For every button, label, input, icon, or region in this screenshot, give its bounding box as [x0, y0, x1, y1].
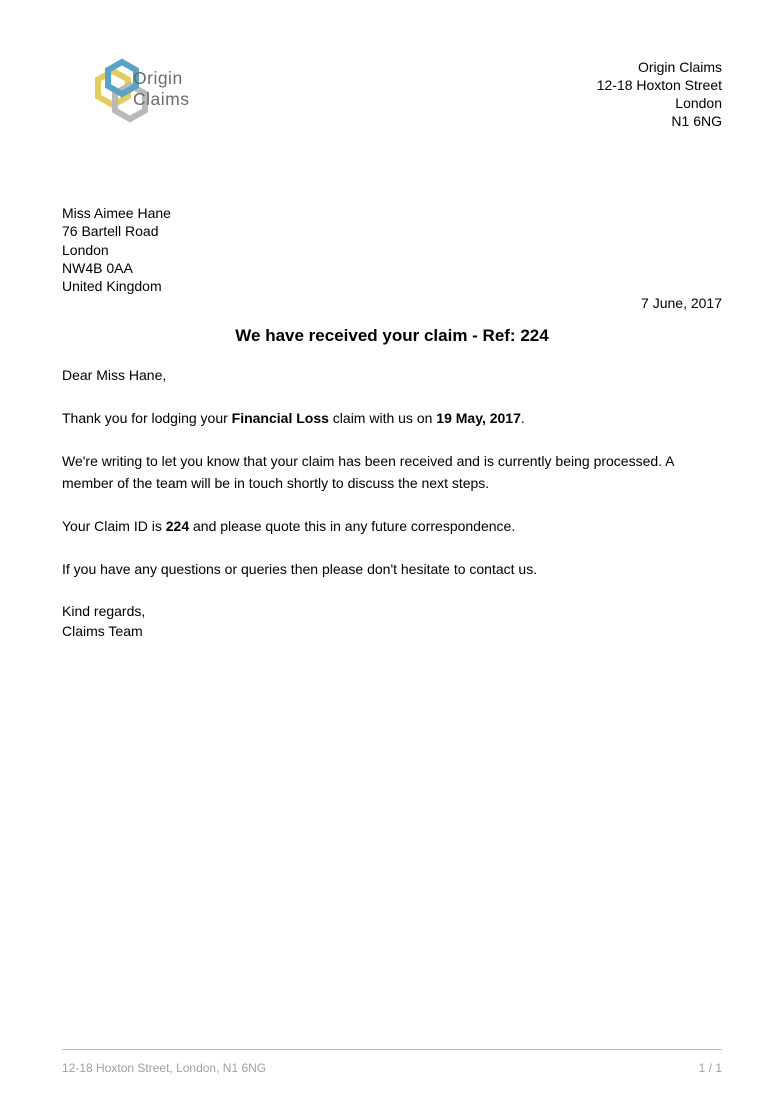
logo-line1: Origin	[133, 68, 183, 88]
recipient-name: Miss Aimee Hane	[62, 205, 171, 221]
claim-date: 19 May, 2017	[436, 410, 521, 426]
footer-address: 12-18 Hoxton Street, London, N1 6NG	[62, 1061, 267, 1075]
logo-line2: Claims	[133, 89, 190, 109]
recipient-postcode: NW4B 0AA	[62, 259, 133, 276]
claim-type: Financial Loss	[231, 410, 329, 426]
footer	[62, 1061, 722, 1075]
sender-street: 12-18 Hoxton Street	[596, 77, 722, 93]
sender-city: London	[675, 95, 722, 111]
footer-divider	[62, 1049, 722, 1050]
closing	[62, 601, 724, 641]
text: Thank you for lodging your	[62, 410, 232, 426]
text: Your Claim ID is	[62, 518, 166, 534]
recipient-country: United Kingdom	[62, 278, 162, 295]
paragraph-4: If you have any questions or queries then please don't hesitate to contact us.	[62, 561, 538, 577]
page-number: 1 / 1	[698, 1061, 722, 1075]
recipient-city: London	[62, 241, 109, 258]
recipient-address	[62, 204, 171, 295]
sender-address	[597, 58, 722, 130]
text: claim with us on	[328, 410, 437, 426]
letter-date: 7 June, 2017	[641, 295, 722, 311]
sender-postcode: N1 6NG	[671, 113, 722, 129]
paragraph-3	[62, 515, 724, 537]
logo-text	[133, 68, 189, 110]
paragraph-2: We're writing to let you know that your claim has been received and is currently being processed. A member of the team will be in touch shortly to discuss the next steps.	[62, 453, 674, 491]
paragraph-1	[62, 407, 724, 429]
signature: Claims Team	[62, 623, 143, 639]
salutation: Dear Miss Hane,	[62, 367, 167, 383]
letter-title: We have received your claim - Ref: 224	[235, 326, 549, 345]
letter-body	[62, 364, 724, 641]
text: .	[520, 410, 525, 426]
recipient-street: 76 Bartell Road	[62, 223, 159, 240]
closing-line: Kind regards,	[62, 603, 146, 619]
sender-name: Origin Claims	[637, 59, 722, 75]
text: and please quote this in any future correspondence.	[189, 518, 516, 534]
claim-id: 224	[165, 518, 190, 534]
